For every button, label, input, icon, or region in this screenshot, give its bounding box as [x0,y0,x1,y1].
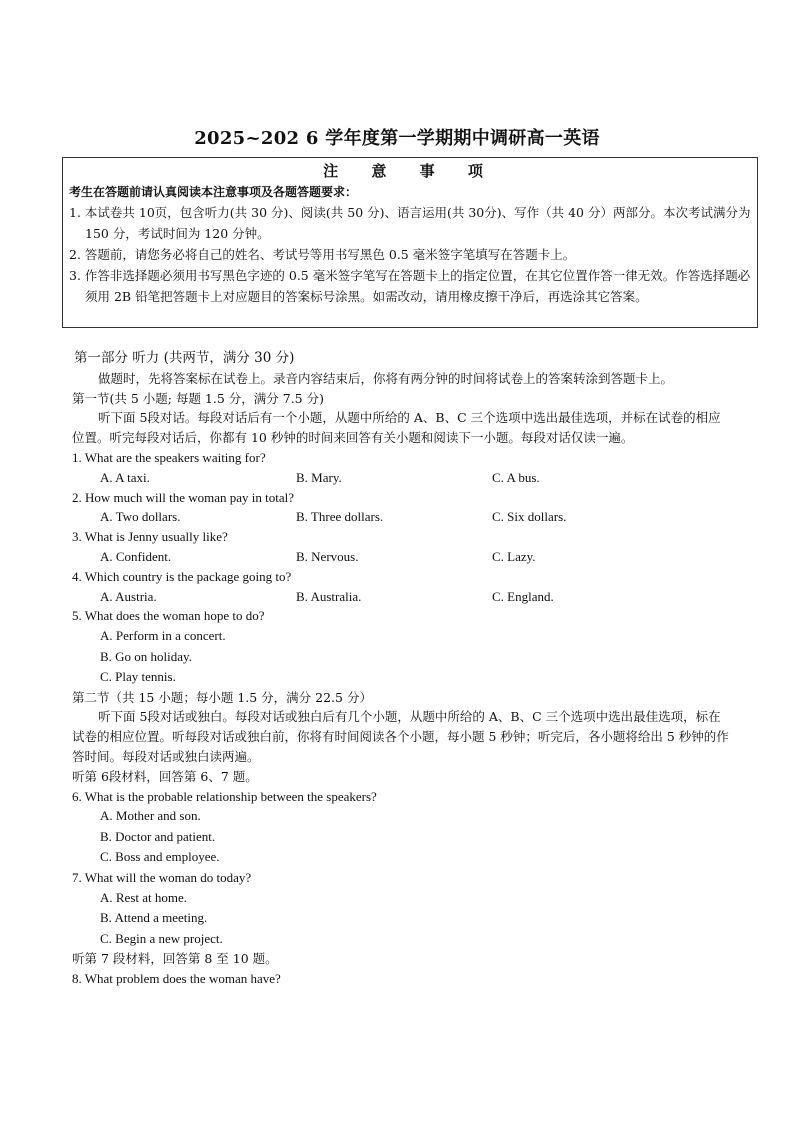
option-a: A. Mother and son. [100,808,201,824]
option-c: C. Lazy. [492,548,536,564]
exam-title: 2025~202 6 学年度第一学期期中调研高一英语 [194,128,600,149]
option-c: C. Boss and employee. [100,849,220,865]
question-1: 1. What are the speakers waiting for? [72,449,266,465]
question-2: 2. How much will the woman pay in total? [72,489,295,505]
option-b: B. Attend a meeting. [100,910,208,926]
question-1-options [72,468,732,488]
section1-intro: 听下面 5段对话。每段对话后有一个小题，从题中所给的 A、B、C 三个选项中选出最佳选项，并标在试卷的相应位置。听完每段对话后，你都有 10 秒钟的时间来回答有关小题和阅读下一小题。每段对话仅读一遍。 [72,410,721,446]
option-c: C. Play tennis. [100,669,176,685]
option-a: A. Perform in a concert. [100,628,226,644]
option-a: A. Rest at home. [100,889,188,905]
question-4-options [72,587,732,607]
option-c: C. A bus. [492,469,540,485]
option-a: A. Austria. [100,588,157,604]
notice-heading: 注 意 事 项 [323,162,497,180]
section2-heading: 第二节（共 15 小题；每小题 1.5 分，满分 22.5 分） [72,689,372,705]
notice-lead: 考生在答题前请认真阅读本注意事项及各题答题要求： [69,185,358,199]
section1-heading: 第一节(共 5 小题; 每题 1.5 分，满分 7.5 分) [72,390,324,406]
section2-intro: 听下面 5段对话或独白。每段对话或独白后有几个小题，从题中所给的 A、B、C 三个选项中选出最佳选项，标在试卷的相应位置。听每段对话或独白前，你将有时间阅读各个小题，每小题 5 秒钟；听完后，各小题将给出 5 秒钟的作答时间。每段对话或独白读两遍。 [72,709,729,765]
option-b: B. Australia. [296,588,362,604]
question-8: 8. What problem does the woman have? [72,971,281,987]
question-6: 6. What is the probable relationship between the speakers? [72,788,377,804]
option-a: A. Confident. [100,548,172,564]
question-2-options [72,507,732,527]
notice-item-2: 2. 答题前，请您务必将自己的姓名、考试号等用书写黑色 0.5 毫米签字笔填写在答题卡上。 [69,247,576,262]
option-c: C. Begin a new project. [100,930,223,946]
material-7-note: 听第 7 段材料，回答第 8 至 10 题。 [72,951,278,967]
material-6-note: 听第 6段材料，回答第 6、7 题。 [72,768,258,784]
option-b: B. Mary. [296,469,342,485]
option-b: B. Go on holiday. [100,648,192,664]
question-3: 3. What is Jenny usually like? [72,529,228,545]
notice-box [62,157,758,328]
option-a: A. Two dollars. [100,509,181,525]
option-b: B. Doctor and patient. [100,828,216,844]
notice-item-3: 3. 作答非选择题必须用书写黑色字迹的 0.5 毫米签字笔写在答题卡上的指定位置，在其它位置作答一律无效。作答选择题必须用 2B 铅笔把答题卡上对应题目的答案标号涂黑。如需改动，请用橡皮擦干净后，再选涂其它答案。 [69,268,751,304]
notice-item-1: 1. 本试卷共 10页，包含听力(共 30 分)、阅读(共 50 分)、语言运用(共 30分)、写作（共 40 分）两部分。本次考试满分为 150 分，考试时间为 120 分钟。 [69,205,751,241]
option-c: C. England. [492,588,554,604]
option-a: A. A taxi. [100,469,150,485]
option-c: C. Six dollars. [492,509,567,525]
option-b: B. Nervous. [296,548,359,564]
part1-intro: 做题时，先将答案标在试卷上。录音内容结束后，你将有两分钟的时间将试卷上的答案转涂到答题卡上。 [98,370,674,386]
question-3-options [72,547,732,567]
question-5: 5. What does the woman hope to do? [72,608,265,624]
option-b: B. Three dollars. [296,509,384,525]
part1-heading: 第一部分 听力 (共两节，满分 30 分) [74,350,295,366]
question-7: 7. What will the woman do today? [72,869,252,885]
exam-content [72,349,732,989]
question-4: 4. Which country is the package going to? [72,568,292,584]
